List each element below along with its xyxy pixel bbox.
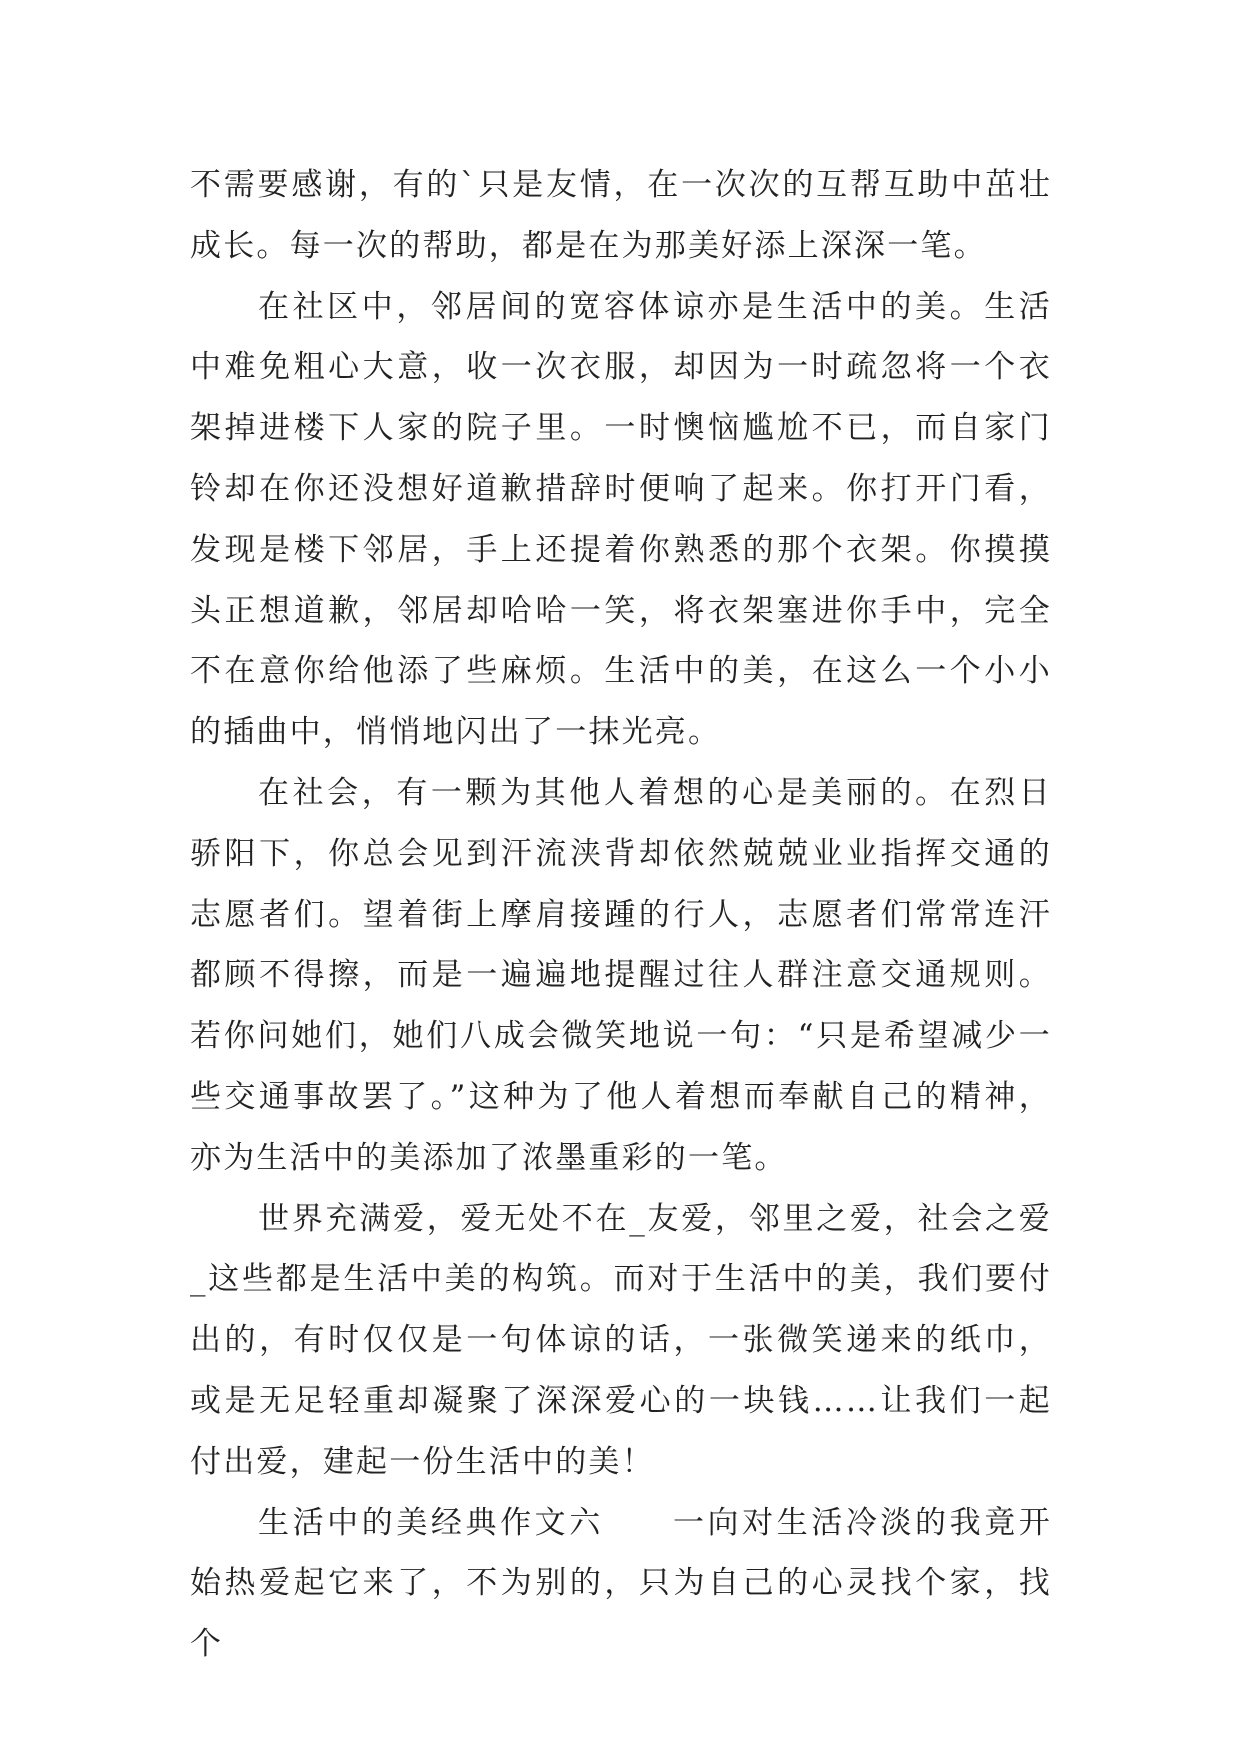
- paragraph-society: 在社会，有一颗为其他人着想的心是美丽的。在烈日骄阳下，你总会见到汗流浃背却依然兢兢业业指挥交通的志愿者们。望着街上摩肩接踵的行人，志愿者们常常连汗都顾不得擦，而是一遍遍地提醒过往人群注意交通规则。若你问她们，她们八成会微笑地说一句：“只是希望减少一些交通事故罢了。”这种为了他人着想而奉献自己的精神，亦为生活中的美添加了浓墨重彩的一笔。: [190, 774, 1052, 1176]
- paragraph-continuation: 不需要感谢，有的`只是友情，在一次次的互帮互助中茁壮成长。每一次的帮助，都是在为那美好添上深深一笔。: [190, 167, 1052, 264]
- paragraph-essay-six: 生活中的美经典作文六 一向对生活冷淡的我竟开始热爱起它来了，不为别的，只为自己的心灵找个家，找个: [190, 1504, 1052, 1663]
- paragraph-conclusion: 世界充满爱，爱无处不在_友爱，邻里之爱，社会之爱_这些都是生活中美的构筑。而对于生活中的美，我们要付出的，有时仅仅是一句体谅的话，一张微笑递来的纸巾，或是无足轻重却凝聚了深深爱心的一块钱……让我们一起付出爱，建起一份生活中的美！: [190, 1200, 1052, 1480]
- paragraph-community: 在社区中，邻居间的宽容体谅亦是生活中的美。生活中难免粗心大意，收一次衣服，却因为一时疏忽将一个衣架掉进楼下人家的院子里。一时懊恼尴尬不已，而自家门铃却在你还没想好道歉措辞时便响了起来。你打开门看，发现是楼下邻居，手上还提着你熟悉的那个衣架。你摸摸头正想道歉，邻居却哈哈一笑，将衣架塞进你手中，完全不在意你给他添了些麻烦。生活中的美，在这么一个小小的插曲中，悄悄地闪出了一抹光亮。: [190, 288, 1052, 751]
- essay-body: [190, 155, 1052, 1675]
